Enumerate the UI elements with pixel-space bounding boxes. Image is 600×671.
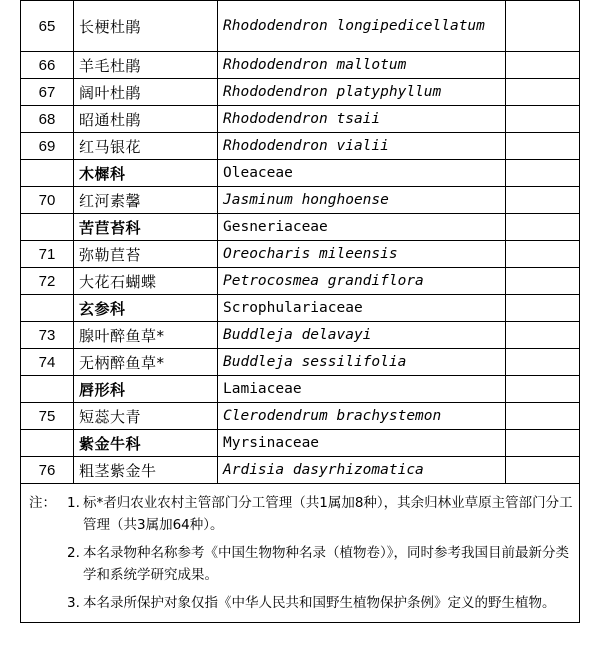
species-name-latin: Buddleja delavayi [218,322,506,349]
note-index: 3. [67,595,80,611]
note-indent [29,592,67,614]
species-number: 76 [21,457,74,484]
remarks-cell [506,349,580,376]
species-number: 71 [21,241,74,268]
species-table [20,0,580,623]
species-number: 73 [21,322,74,349]
species-name-chinese: 弥勒苣苔 [74,241,218,268]
species-number [21,430,74,457]
species-number: 68 [21,106,74,133]
family-name-latin: Myrsinaceae [218,430,506,457]
family-row [21,295,580,322]
species-number [21,295,74,322]
species-row [21,403,580,430]
species-name-latin: Rhododendron longipedicellatum [218,1,506,52]
species-name-chinese: 粗茎紫金牛 [74,457,218,484]
notes-row [21,484,580,623]
species-name-latin: Rhododendron tsaii [218,106,506,133]
remarks-cell [506,268,580,295]
remarks-cell [506,160,580,187]
species-name-chinese: 大花石蝴蝶 [74,268,218,295]
species-name-latin: Rhododendron vialii [218,133,506,160]
notes-lead: 注： [29,495,56,511]
species-row [21,133,580,160]
species-row [21,241,580,268]
species-name-chinese: 无柄醉鱼草* [74,349,218,376]
note-indent [29,542,67,586]
note-text: 本名录所保护对象仅指《中华人民共和国野生植物保护条例》定义的野生植物。 [83,595,556,611]
remarks-cell [506,403,580,430]
species-number [21,160,74,187]
family-name-chinese: 唇形科 [74,376,218,403]
family-name-chinese: 玄参科 [74,295,218,322]
note-1 [29,492,573,536]
species-name-latin: Ardisia dasyrhizomatica [218,457,506,484]
species-number: 74 [21,349,74,376]
species-number: 72 [21,268,74,295]
species-name-chinese: 羊毛杜鹃 [74,52,218,79]
family-row [21,214,580,241]
species-name-chinese: 昭通杜鹃 [74,106,218,133]
remarks-cell [506,187,580,214]
species-name-chinese: 腺叶醉鱼草* [74,322,218,349]
family-name-chinese: 苦苣苔科 [74,214,218,241]
note-2 [29,542,573,586]
species-name-chinese: 长梗杜鹃 [74,1,218,52]
family-name-latin: Lamiaceae [218,376,506,403]
family-name-latin: Scrophulariaceae [218,295,506,322]
species-number: 75 [21,403,74,430]
species-row [21,349,580,376]
species-name-chinese: 短蕊大青 [74,403,218,430]
remarks-cell [506,79,580,106]
species-name-latin: Rhododendron platyphyllum [218,79,506,106]
species-row [21,268,580,295]
species-name-chinese: 红马银花 [74,133,218,160]
remarks-cell [506,295,580,322]
species-number: 67 [21,79,74,106]
remarks-cell [506,241,580,268]
remarks-cell [506,214,580,241]
species-number: 70 [21,187,74,214]
species-list-page [20,0,579,623]
remarks-cell [506,106,580,133]
species-row [21,52,580,79]
species-number [21,376,74,403]
species-number: 66 [21,52,74,79]
species-table-body [21,1,580,484]
note-text: 本名录物种名称参考《中国生物物种名录（植物卷）》，同时参考我国目前最新分类学和系统学研究成果。 [83,545,569,583]
species-row [21,457,580,484]
remarks-cell [506,52,580,79]
remarks-cell [506,457,580,484]
remarks-cell [506,133,580,160]
note-text: 标*者归农业农村主管部门分工管理（共1属加8种），其余归林业草原主管部门分工管理（共3属加64种）。 [83,495,573,533]
family-name-chinese: 木樨科 [74,160,218,187]
family-name-chinese: 紫金牛科 [74,430,218,457]
remarks-cell [506,430,580,457]
remarks-cell [506,376,580,403]
species-row [21,106,580,133]
species-name-chinese: 阔叶杜鹃 [74,79,218,106]
family-row [21,160,580,187]
species-name-latin: Petrocosmea grandiflora [218,268,506,295]
family-name-latin: Oleaceae [218,160,506,187]
family-row [21,376,580,403]
species-number [21,214,74,241]
species-name-latin: Clerodendrum brachystemon [218,403,506,430]
notes-cell [21,484,580,623]
remarks-cell [506,1,580,52]
species-name-latin: Oreocharis mileensis [218,241,506,268]
species-number: 65 [21,1,74,52]
species-number: 69 [21,133,74,160]
species-name-chinese: 红河素馨 [74,187,218,214]
species-name-latin: Buddleja sessilifolia [218,349,506,376]
family-name-latin: Gesneriaceae [218,214,506,241]
note-index: 2. [67,545,80,561]
family-row [21,430,580,457]
species-name-latin: Rhododendron mallotum [218,52,506,79]
species-row [21,322,580,349]
species-row [21,187,580,214]
species-row [21,1,580,52]
note-3 [29,592,573,614]
species-row [21,79,580,106]
species-name-latin: Jasminum honghoense [218,187,506,214]
note-index: 1. [67,495,80,511]
remarks-cell [506,322,580,349]
